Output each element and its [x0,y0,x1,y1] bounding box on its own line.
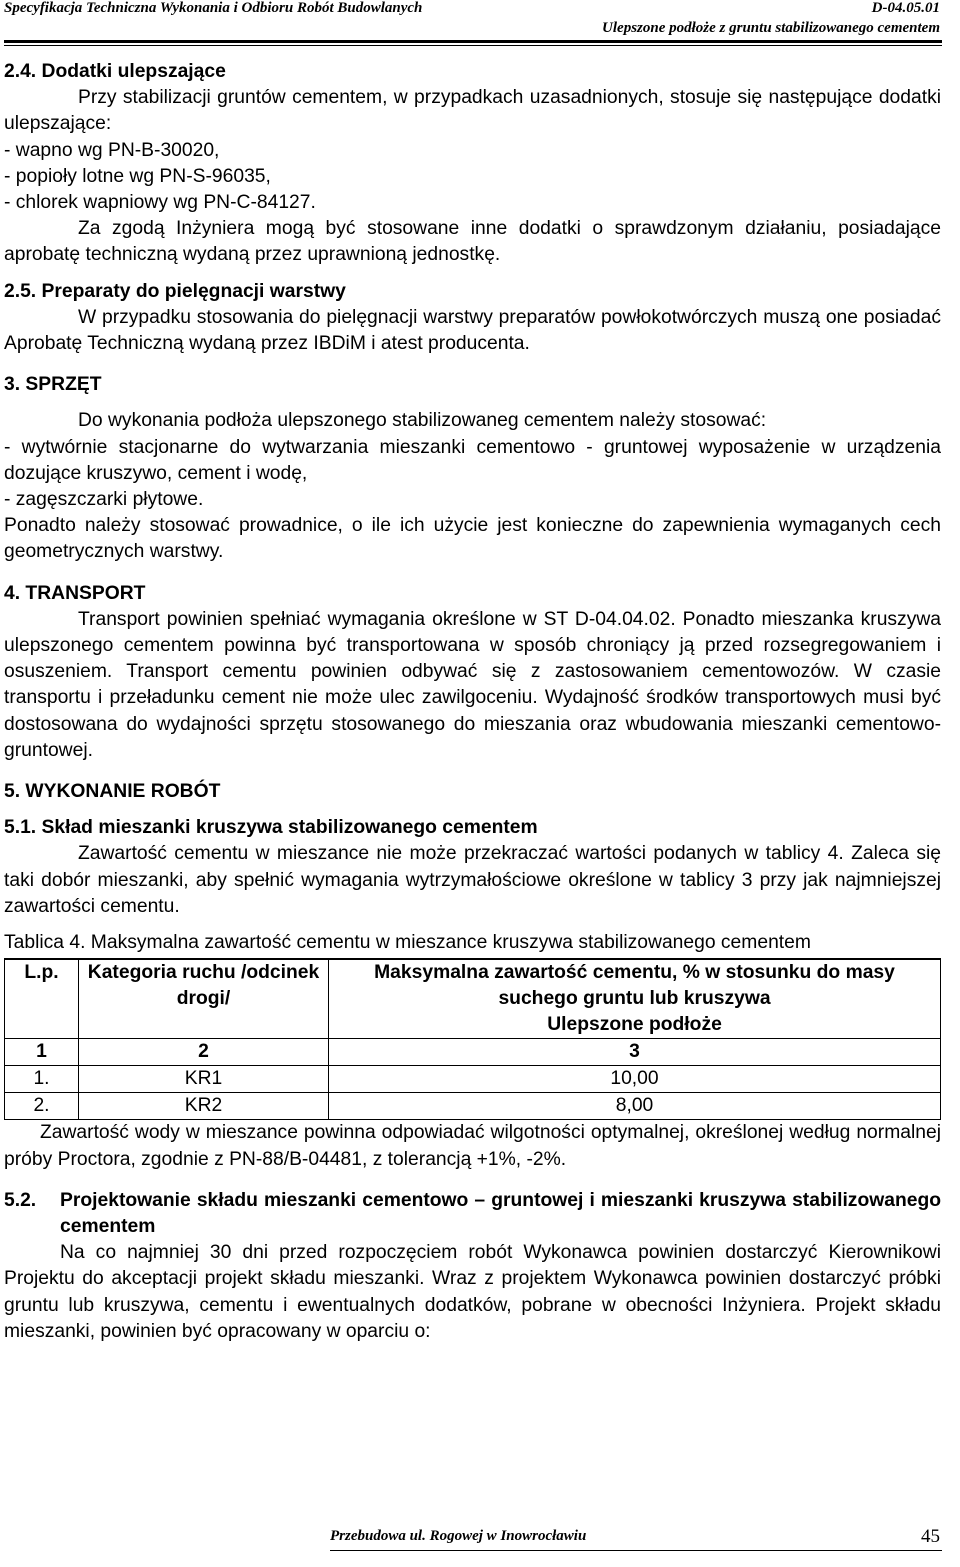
heading-5-1: 5.1. Skład mieszanki kruszywa stabilizowanego cementem [4,817,538,839]
table-num-2: 2 [79,1039,329,1066]
s3-note: Ponadto należy stosować prowadnice, o ile ich użycie jest konieczne do zapewnienia wymaganych cech geometrycznych warstwy. [4,515,941,563]
s24-item-3: - chlorek wapniowy wg PN-C-84127. [4,192,316,214]
s3-item-1: - wytwórnie stacjonarne do wytwarzania mieszanki cementowo - gruntowej wyposażenie w urządzenia dozujące kruszywo, cement i wodę, [4,436,941,484]
s24-item-1: - wapno wg PN-B-30020, [4,139,220,161]
table-header-max-cement-text: Maksymalna zawartość cementu, % w stosunku do masy suchego gruntu lub kruszywa [374,962,895,1010]
table-header-row [5,959,941,1039]
s51-text: Zawartość cementu w mieszance nie może przekraczać wartości podanych w tablicy 4. Zaleca się taki dobór mieszanki, aby spełnić wymagania wytrzymałościowe określone w tablicy 3 przy jak najmniejszej zawartości cementu. [4,843,941,917]
heading-4: 4. TRANSPORT [4,582,146,604]
header-code: D-04.05.01 [871,0,940,16]
table-num-1: 1 [5,1039,79,1066]
table-header-category: Kategoria ruchu /odcinek drogi/ [79,959,329,1039]
heading-2-4: 2.4. Dodatki ulepszające [4,61,226,82]
s25-text: W przypadku stosowania do pielęgnacji warstwy preparatów powłokotwórczych muszą one posiadać Aprobatę Techniczną wydaną przez IBDiM i atest producenta. [4,306,941,355]
table-4 [4,958,941,1120]
s24-note: Za zgodą Inżyniera mogą być stosowane inne dodatki o sprawdzonym działaniu, posiadające aprobatę techniczną wydaną przez uprawnioną jednostkę. [4,218,941,266]
table-row [5,1093,941,1120]
table-cell-value: 8,00 [329,1093,941,1120]
table-header-subgrade: Ulepszone podłoże [547,1014,722,1036]
table-header-max-cement [329,959,941,1039]
s24-intro: Przy stabilizacji gruntów cementem, w przypadkach uzasadnionych, stosuje się następujące dodatki ulepszające: [4,87,941,135]
heading-3: 3. SPRZĘT [4,374,102,396]
heading-5: 5. WYKONANIE ROBÓT [4,781,221,803]
s3-item-2: - zagęszczarki płytowe. [4,489,204,511]
page-number: 45 [921,1526,940,1547]
table-numbering-row [5,1039,941,1066]
table-cell-category: KR1 [79,1066,329,1093]
main-content [4,59,941,1345]
s3-intro: Do wykonania podłoża ulepszonego stabilizowaneg cementem należy stosować: [78,410,767,432]
footer-rule [330,1550,942,1551]
table-4-caption: Tablica 4. Maksymalna zawartość cementu w mieszance kruszywa stabilizowanego cementem [4,932,811,954]
table-row [5,1066,941,1093]
s51-after-table: Zawartość wody w mieszance powinna odpowiadać wilgotności optymalnej, określonej według normalnej próby Proctora, zgodnie z PN-88/B-04481, z tolerancją +1%, -2%. [4,1122,941,1170]
footer-project: Przebudowa ul. Rogowej w Inowrocławiu [330,1528,587,1544]
table-header-lp: L.p. [5,959,79,1039]
heading-5-2 [4,1188,941,1240]
table-num-3: 3 [329,1039,941,1066]
s4-text: Transport powinien spełniać wymagania określone w ST D-04.04.02. Ponadto mieszanka kruszywa ulepszonego cementem powinna być transportowana w sposób chroniący ją przed rozsegregowaniem i osuszeniem. Transport cementu powinien odbywać się z zastosowaniem cementowozów. W czasie transportu i przeładunku cement nie może ulec zawilgoceniu. Wydajność środków transportowych musi być dostosowana do wydajności sprzętu stosowanego do mieszania oraz wbudowania mieszanki cementowo-gruntowej. [4,608,941,761]
table-cell-lp: 2. [5,1093,79,1120]
table-cell-value: 10,00 [329,1066,941,1093]
s52-text: Na co najmniej 30 dni przed rozpoczęciem robót Wykonawca powinien dostarczyć Kierownikowi Projektu do akceptacji projekt składu mieszanki. Wraz z projektem Wykonawca powinien dostarczyć próbki gruntu lub kruszywa, cementu i ewentualnych dodatków, pobrane w obecności Inżyniera. Projekt składu mieszanki, powinien być opracowany w oparciu o: [4,1242,941,1342]
header-rule [4,40,942,43]
heading-5-2-number: 5.2. [4,1189,37,1211]
table-cell-lp: 1. [5,1066,79,1093]
heading-2-5: 2.5. Preparaty do pielęgnacji warstwy [4,280,346,302]
s24-item-2: - popioły lotne wg PN-S-96035, [4,165,271,187]
header-rule-thin [4,45,942,46]
header-spec-title: Specyfikacja Techniczna Wykonania i Odbioru Robót Budowlanych [4,0,423,16]
header-subtitle: Ulepszone podłoże z gruntu stabilizowanego cementem [602,20,940,36]
table-cell-category: KR2 [79,1093,329,1120]
heading-5-2-title: Projektowanie składu mieszanki cementowo – gruntowej i mieszanki kruszywa stabilizowanego cementem [60,1189,941,1237]
